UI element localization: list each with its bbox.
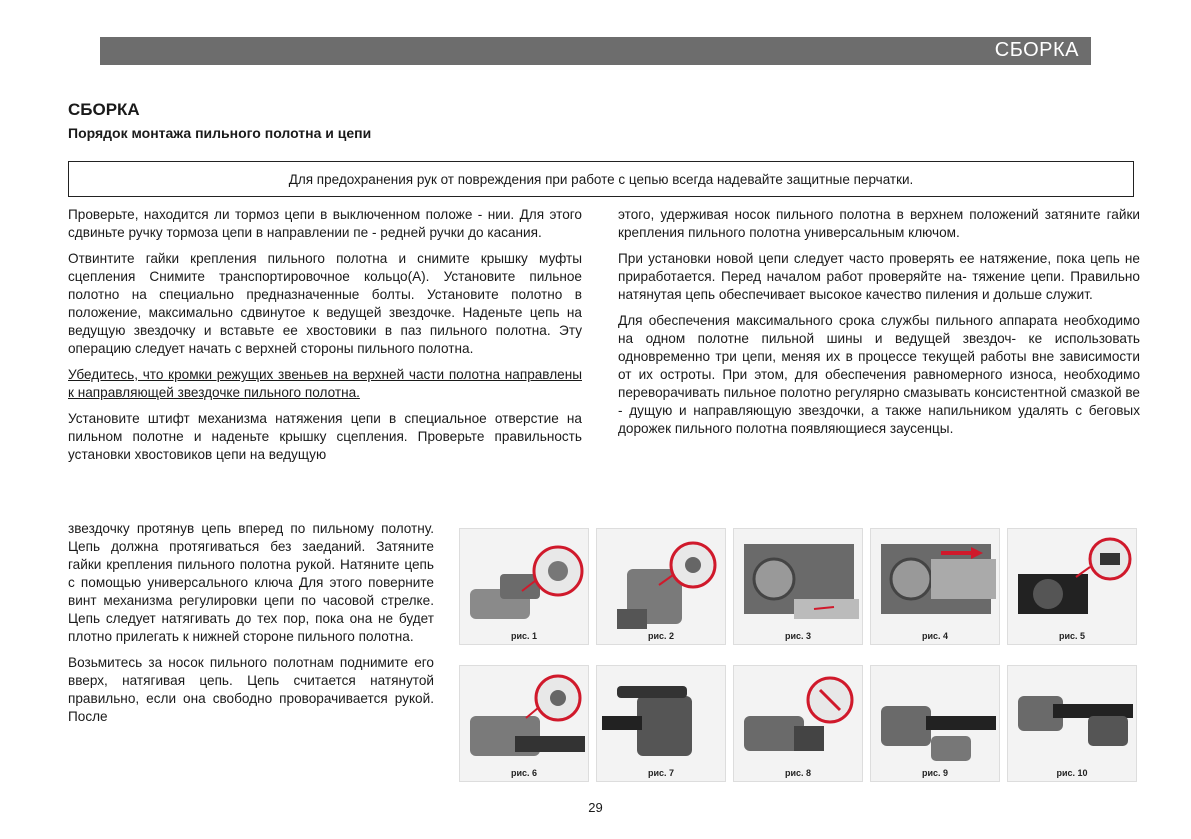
chainsaw-illustration-2 [597, 529, 726, 645]
section-subtitle: Порядок монтажа пильного полотна и цепи [68, 125, 372, 141]
chainsaw-illustration-7 [597, 666, 726, 782]
figure-caption: рис. 9 [921, 768, 949, 778]
chainsaw-illustration-3 [734, 529, 863, 645]
page-title: СБОРКА [68, 100, 140, 119]
paragraph: При установки новой цепи следует часто проверять ее натяжение, пока цепь не приработается. Перед началом работ проверяйте на- тяжение цепи. Правильно натянутая цепь обеспечивает высокое качество пиления и дольше служит. [618, 251, 1140, 302]
figure-5 [1007, 528, 1137, 645]
paragraph: Отвинтите гайки крепления пильного полотна и снимите крышку муфты сцепления Снимите транспортировочное кольцо(A). Установите пильное полотно на специально предназначенные болты. Установите полотно в положение, максимально сдвинутое к ведущей звездочке. Наденьте цепь на ведущую звездочку и вставьте ее хвостовики в паз пильного полотна. Эту операцию следует начать с верхней стороны пильного полотна. [68, 251, 582, 356]
paragraph: Установите штифт механизма натяжения цепи в специальное отверстие на пильном полотне и наденьте крышку сцепления. Проверьте правильность установки хвостовиков цепи на ведущую [68, 411, 582, 462]
figure-caption: рис. 2 [647, 631, 675, 641]
chainsaw-illustration-8 [734, 666, 863, 782]
chainsaw-illustration-9 [871, 666, 1000, 782]
page-number: 29 [588, 800, 603, 815]
figure-10 [1007, 665, 1137, 782]
warning-box [68, 161, 1134, 197]
header-bar [100, 37, 1091, 65]
paragraph: Для обеспечения максимального срока службы пильного аппарата необходимо на одном полотне пильной шины и ведущей звездоч- ке использовать одновременно три цепи, меняя их в процессе текущей работы вне зависимости от их остроты. При этом, для обеспечения равномерного износа, необходимо переворачивать пильное полотно регулярно смазывать консистентной смазкой ве - дущую и направляющую звездочки, а также напильником удалять с беговых дорожек пильного полотна появляющиеся заусенцы. [618, 313, 1140, 436]
right-column [618, 206, 1140, 446]
warning-text: Для предохранения рук от повреждения при работе с цепью всегда надевайте защитные перчатки. [288, 171, 914, 187]
figure-7 [596, 665, 726, 782]
paragraph: звездочку протянув цепь вперед по пильному полотну. Цепь должна протягиваться без заеданий. Затяните гайки крепления пильного полотна рукой. Натяните цепь с помощью универсального ключа Для этого поверните винт механизма регулировки цепи по часовой стрелке. Цепь следует натягивать до тех пор, пока она не будет плотно прилегать к нижней стороне пильного полотна. [68, 521, 434, 644]
figure-caption: рис. 3 [784, 631, 812, 641]
figure-caption: рис. 7 [647, 768, 675, 778]
chainsaw-illustration-10 [1008, 666, 1137, 782]
figure-caption: рис. 8 [784, 768, 812, 778]
figure-1 [459, 528, 589, 645]
figure-2 [596, 528, 726, 645]
paragraph: Проверьте, находится ли тормоз цепи в выключенном положе - нии. Для этого сдвиньте ручку тормоза цепи в направлении пе - редней ручки до касания. [68, 207, 582, 240]
figure-caption: рис. 10 [1056, 768, 1088, 778]
figure-caption: рис. 5 [1058, 631, 1086, 641]
paragraph: этого, удерживая носок пильного полотна в верхнем положений затяните гайки крепления пильного полотна универсальным ключом. [618, 207, 1140, 240]
left-column-narrow [68, 520, 434, 734]
figure-9 [870, 665, 1000, 782]
figure-caption: рис. 4 [921, 631, 949, 641]
chainsaw-illustration-1 [460, 529, 589, 645]
figure-4 [870, 528, 1000, 645]
figure-6 [459, 665, 589, 782]
header-title: СБОРКА [994, 39, 1079, 61]
figure-caption: рис. 6 [510, 768, 538, 778]
left-column [68, 206, 582, 472]
paragraph: Возьмитесь за носок пильного полотнам поднимите его вверх, натягивая цепь. Цепь считается натянутой правильно, если она свободно проворачивается рукой. После [68, 655, 434, 724]
important-note: Убедитесь, что кромки режущих звеньев на верхней части полотна направлены к направляющей звездочке пильного полотна. [68, 367, 582, 400]
chainsaw-illustration-6 [460, 666, 589, 782]
chainsaw-illustration-5 [1008, 529, 1137, 645]
figure-grid [459, 528, 1140, 782]
figure-3 [733, 528, 863, 645]
figure-caption: рис. 1 [510, 631, 538, 641]
chainsaw-illustration-4 [871, 529, 1000, 645]
figure-8 [733, 665, 863, 782]
